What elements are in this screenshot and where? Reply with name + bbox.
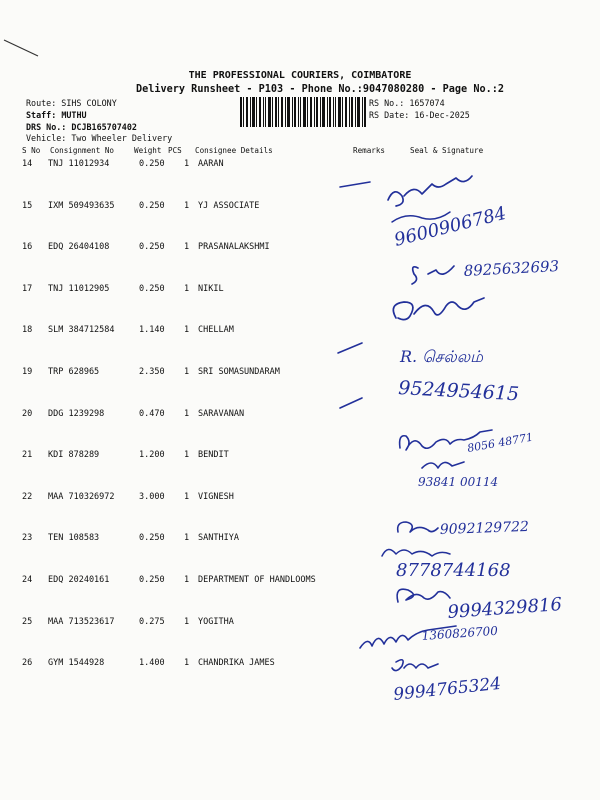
handwritten-phone-2: 8925632693: [463, 257, 560, 280]
row-weight: 0.250: [139, 159, 165, 169]
row-sno: 23: [22, 533, 33, 544]
row-pcs: 1: [184, 450, 190, 461]
row-sno: 22: [22, 491, 33, 502]
route-label: Route: SIHS COLONY: [26, 98, 117, 108]
row-consignment-no: GYM 1544928: [48, 658, 105, 669]
handwritten-phone-4: 8056 48771: [466, 430, 534, 455]
row-sno: 17: [22, 283, 33, 294]
handwritten-phone-7: 8778744168: [396, 560, 511, 581]
row-sno: 15: [22, 200, 33, 211]
row-consignee: SRI SOMASUNDARAM: [198, 367, 280, 377]
row-pcs: 1: [184, 200, 190, 211]
row-weight: 0.470: [139, 408, 165, 419]
pen-stroke-mark: [2, 38, 42, 60]
row-weight: 1.200: [139, 450, 165, 461]
row-weight: 0.250: [139, 283, 165, 294]
row-consignment-no: TNJ 11012905: [48, 283, 110, 294]
row-sno: 16: [22, 242, 33, 253]
row-consignment-no: DDG 1239298: [48, 408, 105, 419]
row-sno: 26: [22, 658, 33, 669]
row-sno: 18: [22, 325, 33, 336]
row-sno: 19: [22, 367, 33, 377]
row-consignee: YJ ASSOCIATE: [198, 200, 260, 211]
handwritten-phone-1: 9600906784: [392, 202, 509, 251]
row-sno: 25: [22, 616, 33, 627]
row-weight: 0.275: [139, 616, 165, 627]
col-sno: S No: [22, 146, 41, 155]
col-pcs: PCS: [168, 146, 182, 155]
row-consignee: CHANDRIKA JAMES: [198, 658, 275, 669]
handwritten-name-tamil: R. செல்லம்: [400, 347, 483, 366]
row-consignment-no: MAA 710326972: [48, 491, 115, 502]
row-weight: 3.000: [139, 491, 165, 502]
table-row: [0, 201, 600, 241]
row-pcs: 1: [184, 367, 190, 377]
table-row: [0, 159, 600, 199]
row-pcs: 1: [184, 533, 190, 544]
row-consignee: BENDIT: [198, 450, 229, 461]
drs-value: DCJB165707402: [71, 122, 137, 132]
col-seal-signature: Seal & Signature: [410, 146, 484, 155]
company-title: THE PROFESSIONAL COURIERS, COIMBATORE: [188, 70, 412, 81]
row-pcs: 1: [184, 616, 190, 627]
table-row: [0, 617, 600, 657]
row-consignment-no: EDQ 26404108: [48, 242, 110, 253]
row-sno: 21: [22, 450, 33, 461]
row-pcs: 1: [184, 575, 190, 585]
handwritten-phone-10: 9994765324: [392, 673, 503, 705]
row-pcs: 1: [184, 159, 190, 169]
row-weight: 2.350: [139, 367, 165, 377]
table-row: [0, 325, 600, 365]
handwritten-phone-8: 9994329816: [446, 594, 563, 623]
row-consignee: NIKIL: [198, 283, 224, 294]
row-weight: 0.250: [139, 575, 165, 585]
row-consignment-no: TEN 108583: [48, 533, 100, 544]
barcode: [240, 97, 366, 127]
staff-label: Staff:: [26, 110, 57, 120]
col-weight: Weight: [134, 146, 162, 155]
runsheet-title: Delivery Runsheet - P103 - Phone No.:9047080280 - Page No.:2: [135, 84, 504, 95]
drs-label: DRS No.:: [26, 122, 67, 132]
staff-value: MUTHU: [61, 110, 87, 120]
row-weight: 1.140: [139, 325, 165, 336]
row-consignee: VIGNESH: [198, 491, 234, 502]
row-consignee: SANTHIYA: [198, 533, 239, 544]
handwritten-phone-6: 9092129722: [439, 518, 530, 538]
row-pcs: 1: [184, 242, 190, 253]
table-row: [0, 367, 600, 407]
row-consignment-no: MAA 713523617: [48, 616, 115, 627]
staff-line: [26, 110, 87, 120]
row-pcs: 1: [184, 325, 190, 336]
rs-number: RS No.: 1657074: [369, 98, 445, 108]
row-consignee: PRASANALAKSHMI: [198, 242, 270, 253]
table-row: [0, 450, 600, 490]
row-pcs: 1: [184, 283, 190, 294]
handwritten-phone-3: 9524954615: [397, 377, 520, 406]
handwritten-phone-5: 93841 00114: [418, 475, 499, 489]
row-consignment-no: SLM 384712584: [48, 325, 115, 336]
handwritten-phone-9: 1360826700: [421, 623, 499, 643]
row-consignee: YOGITHA: [198, 616, 234, 627]
row-pcs: 1: [184, 408, 190, 419]
table-row: [0, 242, 600, 282]
row-consignee: CHELLAM: [198, 325, 234, 336]
col-consignment: Consignment No: [50, 146, 115, 155]
table-row: [0, 492, 600, 532]
row-consignment-no: TRP 628965: [48, 367, 100, 377]
row-pcs: 1: [184, 491, 190, 502]
col-remarks: Remarks: [353, 146, 386, 155]
row-consignment-no: EDQ 20240161: [48, 575, 110, 585]
row-weight: 0.250: [139, 200, 165, 211]
table-row: [0, 533, 600, 573]
row-pcs: 1: [184, 658, 190, 669]
row-weight: 0.250: [139, 242, 165, 253]
drs-line: [26, 122, 137, 132]
row-weight: 1.400: [139, 658, 165, 669]
col-consignee: Consignee Details: [195, 146, 273, 155]
row-consignee: AARAN: [198, 159, 224, 169]
table-row: [0, 575, 600, 615]
table-row: [0, 658, 600, 698]
row-consignment-no: IXM 509493635: [48, 200, 115, 211]
row-consignment-no: TNJ 11012934: [48, 159, 110, 169]
table-row: [0, 409, 600, 449]
row-sno: 14: [22, 159, 33, 169]
row-sno: 24: [22, 575, 33, 585]
rs-date: RS Date: 16-Dec-2025: [369, 110, 470, 120]
table-row: [0, 284, 600, 324]
row-sno: 20: [22, 408, 33, 419]
vehicle-label: Vehicle: Two Wheeler Delivery: [26, 133, 173, 143]
row-consignee: SARAVANAN: [198, 408, 245, 419]
row-consignment-no: KDI 878289: [48, 450, 100, 461]
row-consignee: DEPARTMENT OF HANDLOOMS: [198, 575, 316, 585]
row-weight: 0.250: [139, 533, 165, 544]
